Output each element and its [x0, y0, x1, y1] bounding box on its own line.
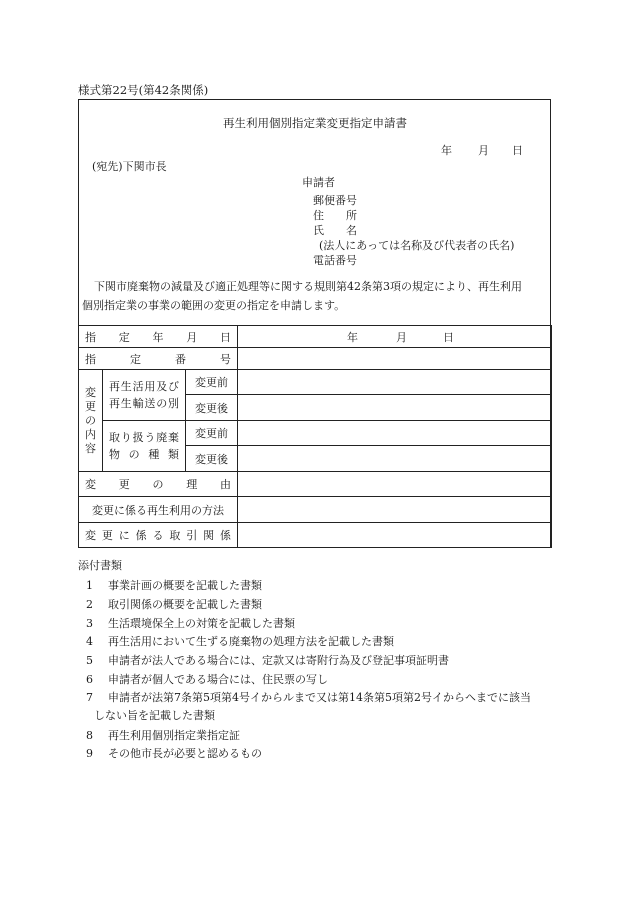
before-change-label: 変更前	[186, 421, 238, 446]
corporation-note: (法人にあっては名称及び代表者の氏名)	[319, 239, 515, 252]
transactions-label: 変 更 に 係 る 取 引 関 係	[79, 523, 238, 548]
reuse-transport-after-field[interactable]	[238, 395, 552, 421]
date-year-label: 年	[441, 144, 452, 157]
waste-type-before-row	[79, 421, 552, 446]
attachment-item: 5 申請者が法人である場合には、定款又は寄附行為及び登記事項証明書	[86, 654, 449, 667]
designation-number-label: 指 定 番 号	[79, 348, 238, 370]
attachment-item: 7 申請者が法第7条第5項第4号イからルまで又は第14条第5項第2号イからヘまでに該当	[86, 691, 531, 704]
reuse-method-field[interactable]	[238, 497, 552, 523]
attachment-item: 1 事業計画の概要を記載した書類	[86, 579, 262, 592]
designation-number-field[interactable]	[238, 348, 552, 370]
designation-date-field[interactable]: 年 月 日	[238, 326, 552, 348]
attachment-item: 6 申請者が個人である場合には、住民票の写し	[86, 673, 328, 686]
attachment-item: 4 再生活用において生ずる廃棄物の処理方法を記載した書類	[86, 635, 394, 648]
date-month-label: 月	[478, 144, 489, 157]
change-reason-field[interactable]	[238, 472, 552, 497]
designation-date-label: 指 定 年 月 日	[79, 326, 238, 348]
form-number-label: 様式第22号(第42条関係)	[78, 83, 209, 97]
reuse-method-label: 変更に係る再生利用の方法	[79, 497, 238, 523]
designation-date-row	[79, 326, 552, 348]
application-statement-line-1: 下関市廃棄物の減量及び適正処理等に関する規則第42条第3項の規定により、再生利用	[94, 280, 522, 293]
attachments-title: 添付書類	[78, 559, 122, 572]
addressee: (宛先)下関市長	[92, 160, 167, 173]
address-label: 住 所	[313, 209, 357, 222]
before-change-label: 変更前	[186, 370, 238, 395]
after-change-label: 変更後	[186, 395, 238, 421]
designation-number-row	[79, 348, 552, 370]
applicant-label: 申請者	[302, 176, 335, 189]
reuse-method-row	[79, 497, 552, 523]
phone-number-label: 電話番号	[313, 254, 357, 267]
attachment-item: 9 その他市長が必要と認めるもの	[86, 747, 262, 760]
reuse-transport-before-field[interactable]	[238, 370, 552, 395]
transactions-row	[79, 523, 552, 548]
change-content-label: 変 更 の 内 容	[79, 370, 103, 472]
waste-type-label: 取り扱う廃棄 物の種類	[103, 421, 186, 472]
postal-code-label: 郵便番号	[313, 194, 357, 207]
form-title: 再生利用個別指定業変更指定申請書	[223, 116, 407, 130]
change-details-table	[78, 325, 552, 548]
attachment-item: 3 生活環境保全上の対策を記載した書類	[86, 617, 295, 630]
change-reason-label: 変 更 の 理 由	[79, 472, 238, 497]
change-reason-row	[79, 472, 552, 497]
attachment-item-continuation: しない旨を記載した書類	[94, 709, 215, 722]
name-label: 氏 名	[313, 224, 357, 237]
date-day-label: 日	[512, 144, 523, 157]
transactions-field[interactable]	[238, 523, 552, 548]
attachment-item: 8 再生利用個別指定業指定証	[86, 729, 240, 742]
waste-type-before-field[interactable]	[238, 421, 552, 446]
reuse-transport-before-row	[79, 370, 552, 395]
application-statement-line-2: 個別指定業の事業の範囲の変更の指定を申請します。	[82, 299, 346, 312]
attachment-item: 2 取引関係の概要を記載した書類	[86, 598, 262, 611]
reuse-transport-label: 再生活用及び 再生輸送の別	[103, 370, 186, 421]
after-change-label: 変更後	[186, 446, 238, 472]
waste-type-after-field[interactable]	[238, 446, 552, 472]
